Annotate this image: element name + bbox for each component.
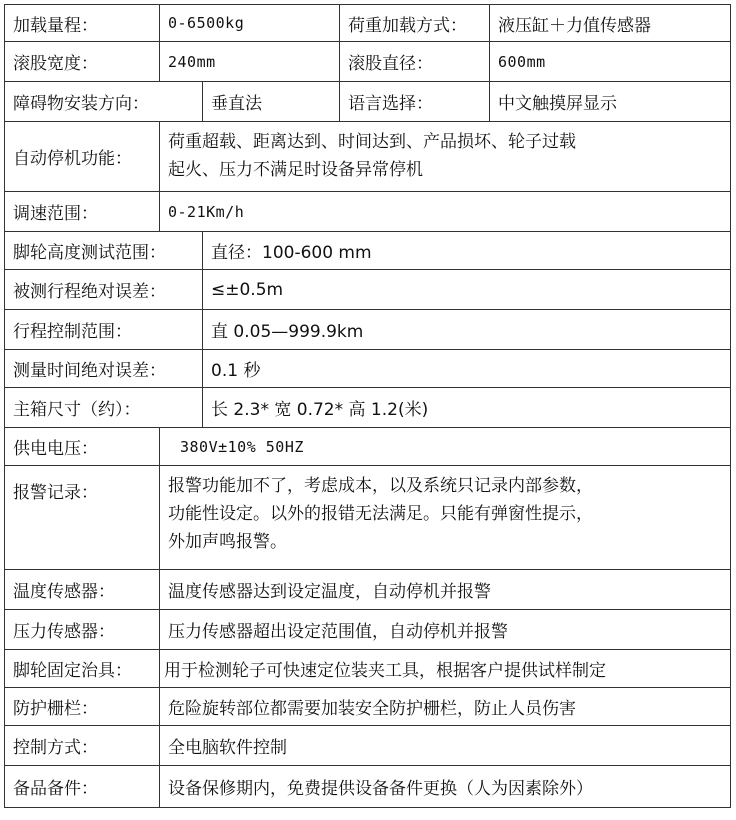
value-load-range: 0-6500kg bbox=[159, 5, 339, 41]
value-temp-sensor: 温度传感器达到设定温度，自动停机并报警 bbox=[159, 570, 730, 609]
value-power-supply: 380V±10% 50HZ bbox=[159, 428, 730, 465]
value-auto-stop bbox=[159, 122, 730, 191]
value-box-size: 长 2.3* 宽 0.72* 高 1.2(米) bbox=[202, 388, 730, 427]
auto-stop-line-2: 起火、压力不满足时设备异常停机 bbox=[168, 160, 423, 180]
label-travel-error: 被测行程绝对误差： bbox=[13, 282, 166, 302]
value-caster-fixture: 用于检测轮子可快速定位装夹工具，根据客户提供试样制定 bbox=[159, 650, 730, 687]
value-drum-width: 240mm bbox=[159, 42, 339, 81]
label-auto-stop: 自动停机功能： bbox=[13, 149, 132, 169]
spec-row-caster-height bbox=[4, 232, 731, 270]
spec-row-speed bbox=[4, 192, 731, 232]
spec-row-pressure-sensor bbox=[4, 610, 731, 650]
spec-row-spare-parts bbox=[4, 766, 731, 808]
value-pressure-sensor: 压力传感器超出设定范围值，自动停机并报警 bbox=[159, 610, 730, 649]
spec-row-power bbox=[4, 428, 731, 466]
value-obstacle-direction: 垂直法 bbox=[202, 82, 339, 121]
spec-row-temp-sensor bbox=[4, 570, 731, 610]
label-power-supply: 供电电压： bbox=[13, 439, 98, 459]
value-alarm-record bbox=[159, 466, 730, 569]
label-temp-sensor: 温度传感器： bbox=[13, 582, 115, 602]
spec-row-load-range bbox=[4, 4, 731, 42]
label-control-mode: 控制方式： bbox=[13, 738, 98, 758]
value-speed-range: 0-21Km/h bbox=[159, 192, 730, 231]
spec-row-travel-error bbox=[4, 270, 731, 310]
label-alarm-record: 报警记录： bbox=[13, 483, 98, 503]
value-control-mode: 全电脑软件控制 bbox=[159, 726, 730, 765]
label-language: 语言选择： bbox=[339, 82, 489, 121]
label-caster-fixture: 脚轮固定治具： bbox=[13, 661, 132, 681]
label-time-error: 测量时间绝对误差： bbox=[13, 361, 166, 381]
value-caster-height: 直径：100-600 mm bbox=[202, 232, 730, 269]
value-time-error: 0.1 秒 bbox=[202, 350, 730, 387]
spec-row-control bbox=[4, 726, 731, 766]
label-pressure-sensor: 压力传感器： bbox=[13, 622, 115, 642]
auto-stop-line-1: 荷重超载、距离达到、时间达到、产品损坏、轮子过载 bbox=[168, 132, 576, 152]
value-spare-parts: 设备保修期内，免费提供设备备件更换（人为因素除外） bbox=[159, 766, 730, 807]
value-travel-control: 直 0.05—999.9km bbox=[202, 310, 730, 349]
label-speed-range: 调速范围： bbox=[13, 204, 98, 224]
label-caster-height: 脚轮高度测试范围： bbox=[13, 243, 166, 263]
label-drum-diameter: 滚股直径： bbox=[339, 42, 489, 81]
spec-table bbox=[4, 4, 731, 808]
value-language: 中文触摸屏显示 bbox=[489, 82, 730, 121]
spec-row-fence bbox=[4, 688, 731, 726]
label-spare-parts: 备品备件： bbox=[13, 779, 98, 799]
spec-row-fixture bbox=[4, 650, 731, 688]
spec-row-obstacle-language bbox=[4, 82, 731, 122]
label-load-method: 荷重加载方式： bbox=[339, 5, 489, 41]
value-drum-diameter: 600mm bbox=[489, 42, 730, 81]
alarm-record-line-3: 外加声鸣报警。 bbox=[168, 532, 287, 552]
spec-row-drum-size bbox=[4, 42, 731, 82]
label-load-range: 加载量程： bbox=[13, 15, 98, 36]
label-drum-width: 滚股宽度： bbox=[13, 54, 98, 74]
alarm-record-line-2: 功能性设定。以外的报错无法满足。只能有弹窗性提示， bbox=[168, 504, 593, 524]
label-obstacle-direction: 障碍物安装方向： bbox=[13, 94, 149, 114]
spec-row-auto-stop bbox=[4, 122, 731, 192]
alarm-record-line-1: 报警功能加不了，考虑成本，以及系统只记录内部参数， bbox=[168, 476, 593, 496]
value-load-method: 液压缸＋力值传感器 bbox=[489, 5, 730, 41]
label-travel-control: 行程控制范围： bbox=[13, 322, 132, 342]
label-box-size: 主箱尺寸（约）： bbox=[13, 400, 141, 420]
spec-row-alarm-record bbox=[4, 466, 731, 570]
value-travel-error: ≤±0.5m bbox=[202, 270, 730, 309]
value-protective-fence: 危险旋转部位都需要加装安全防护栅栏，防止人员伤害 bbox=[159, 688, 730, 725]
label-protective-fence: 防护栅栏： bbox=[13, 699, 98, 719]
spec-row-box-size bbox=[4, 388, 731, 428]
spec-row-travel-control bbox=[4, 310, 731, 350]
spec-row-time-error bbox=[4, 350, 731, 388]
